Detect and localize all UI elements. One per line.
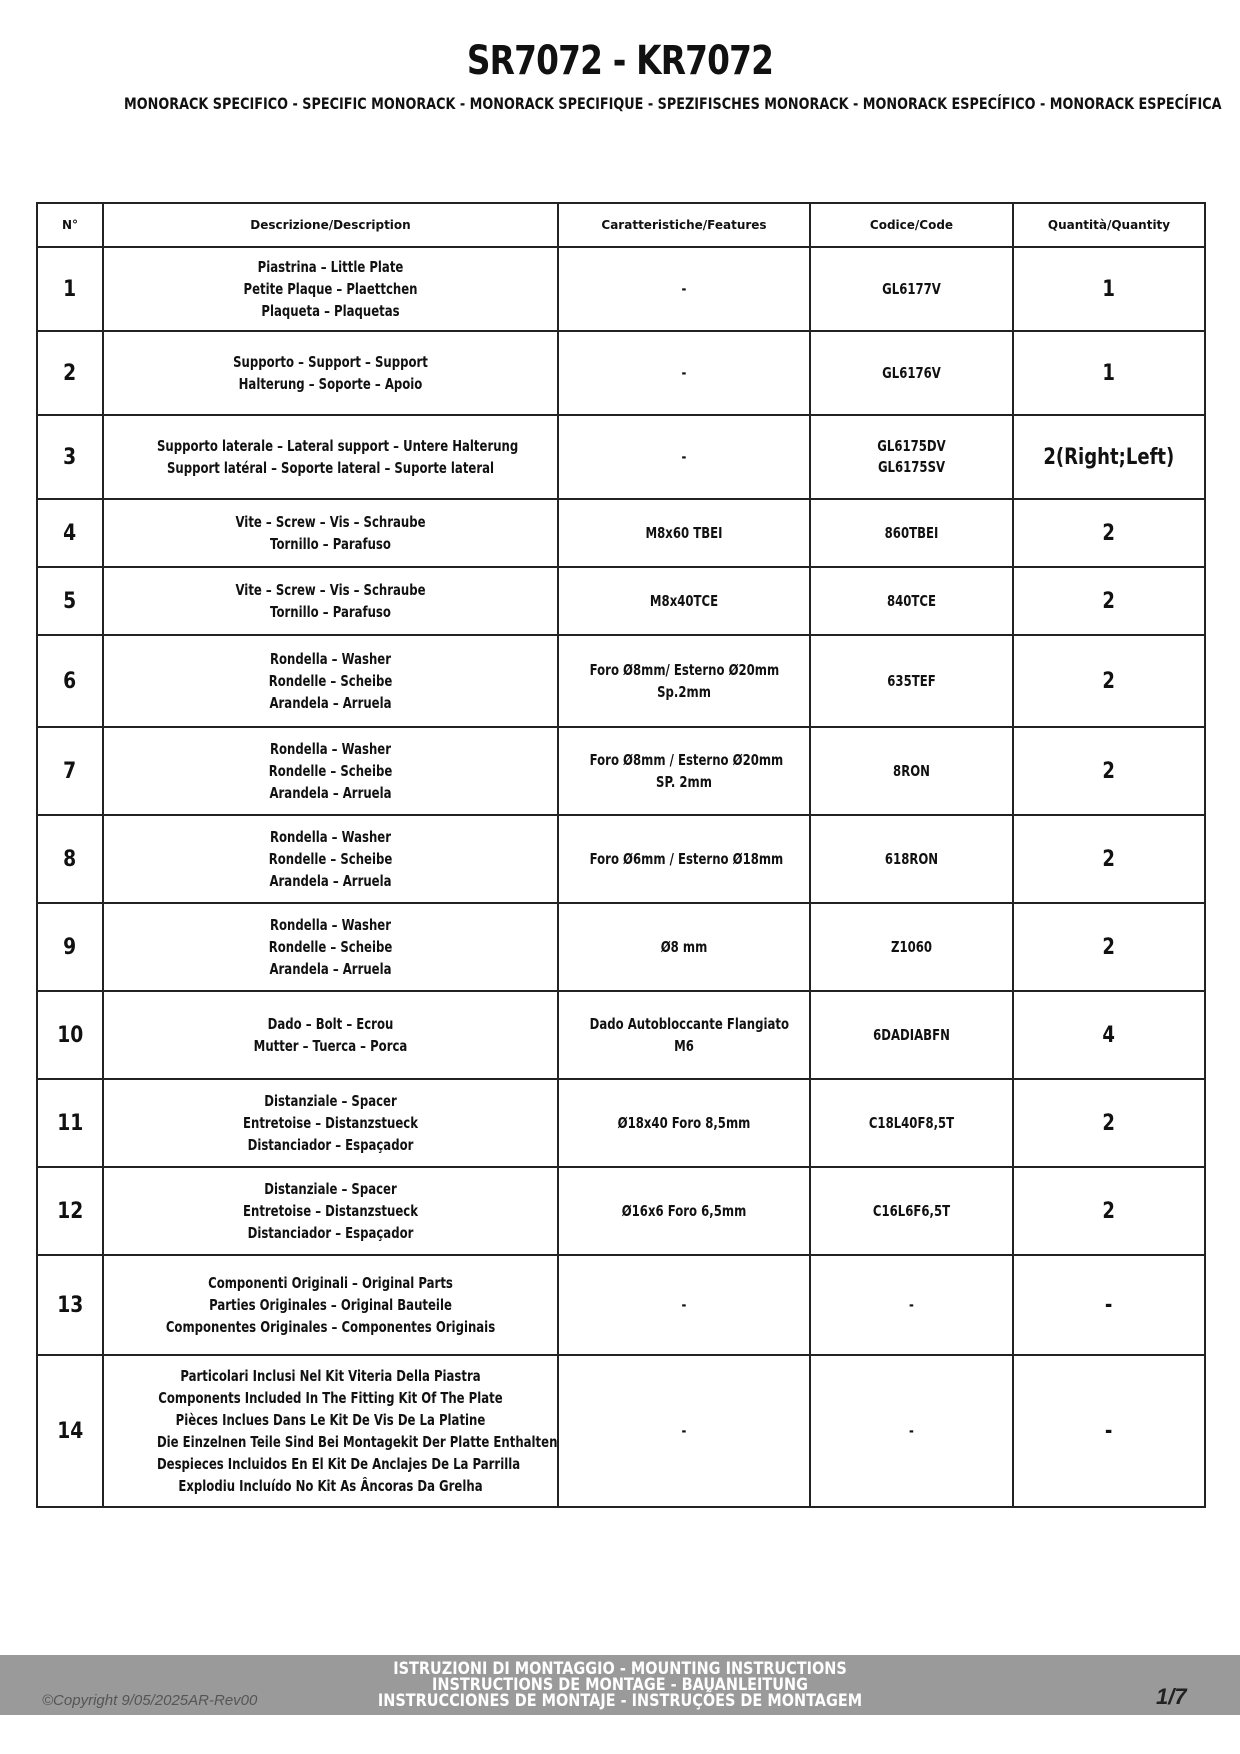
code-cell xyxy=(810,499,1013,567)
description-cell xyxy=(103,331,558,415)
features-line: M6 xyxy=(674,1037,694,1055)
quantity-cell xyxy=(1013,499,1205,567)
description-line: Petite Plaque – Plaettchen xyxy=(243,280,418,298)
table-row xyxy=(37,567,1205,635)
copyright-text: ©Copyright 9/05/2025AR-Rev00 xyxy=(42,1692,258,1709)
features-cell xyxy=(558,903,810,991)
features-cell xyxy=(558,567,810,635)
features-line: SP. 2mm xyxy=(656,773,712,791)
quantity-value: 2 xyxy=(1102,1198,1116,1224)
features-line: Foro Ø8mm/ Esterno Ø20mm xyxy=(589,661,780,679)
features-cell xyxy=(558,815,810,903)
page-subtitle: MONORACK SPECIFICO - SPECIFIC MONORACK - MONORACK SPECIFIQUE - SPEZIFISCHES MONORACK - MONORACK ESPECÍFICO - MONORACK ESPECÍFICA xyxy=(124,94,1222,113)
quantity-value: 1 xyxy=(1102,360,1116,386)
item-number-cell xyxy=(37,903,103,991)
column-header-features: Caratteristiche/Features xyxy=(558,203,810,247)
footer-line: INSTRUCCIONES DE MONTAJE - INSTRUÇÕES DE MONTAGEM xyxy=(377,1691,863,1711)
code-cell xyxy=(810,903,1013,991)
item-number-cell xyxy=(37,1255,103,1355)
code-line: C18L40F8,5T xyxy=(868,1113,955,1132)
code-line: GL6176V xyxy=(882,363,941,382)
footer-line: INSTRUCTIONS DE MONTAGE - BAUANLEITUNG xyxy=(432,1675,808,1695)
code-cell xyxy=(810,331,1013,415)
code-cell xyxy=(810,1079,1013,1167)
item-number-cell xyxy=(37,499,103,567)
features-cell xyxy=(558,331,810,415)
item-number: 2 xyxy=(63,360,77,386)
description-line: Distanziale – Spacer xyxy=(264,1092,397,1110)
description-line: Support latéral – Soporte lateral – Suporte lateral xyxy=(166,459,495,477)
table-row xyxy=(37,1355,1205,1507)
quantity-value: 2 xyxy=(1102,520,1116,546)
description-line: Distanciador – Espaçador xyxy=(247,1136,414,1154)
features-line: - xyxy=(681,280,687,298)
description-line: Particolari Inclusi Nel Kit Viteria Della Piastra xyxy=(180,1367,481,1385)
code-line: 860TBEI xyxy=(884,523,939,542)
code-line: 8RON xyxy=(893,761,930,780)
item-number: 4 xyxy=(63,520,77,546)
item-number-cell xyxy=(37,415,103,499)
description-cell xyxy=(103,903,558,991)
code-line: GL6177V xyxy=(882,279,941,298)
item-number: 9 xyxy=(63,934,77,960)
item-number-cell xyxy=(37,635,103,727)
quantity-cell xyxy=(1013,991,1205,1079)
description-line: Tornillo – Parafuso xyxy=(270,603,391,621)
code-cell xyxy=(810,415,1013,499)
description-line: Rondelle – Scheibe xyxy=(268,938,393,956)
features-line: - xyxy=(681,1422,687,1440)
description-cell xyxy=(103,1255,558,1355)
quantity-value: 2 xyxy=(1102,934,1116,960)
features-cell xyxy=(558,1167,810,1255)
description-cell xyxy=(103,1079,558,1167)
quantity-value: 2 xyxy=(1102,1110,1116,1136)
code-line: 618RON xyxy=(884,849,939,868)
code-cell xyxy=(810,567,1013,635)
quantity-cell xyxy=(1013,1355,1205,1507)
description-line: Die Einzelnen Teile Sind Bei Montagekit Der Platte Enthalten xyxy=(156,1433,558,1451)
features-line: Ø18x40 Foro 8,5mm xyxy=(617,1114,751,1132)
code-line: Z1060 xyxy=(890,937,933,956)
description-cell xyxy=(103,727,558,815)
features-cell xyxy=(558,1255,810,1355)
description-cell xyxy=(103,415,558,499)
table-row xyxy=(37,991,1205,1079)
quantity-value: 2(Right;Left) xyxy=(1043,444,1175,470)
column-header-code: Codice/Code xyxy=(810,203,1013,247)
item-number-cell xyxy=(37,331,103,415)
description-line: Explodiu Incluído No Kit As Âncoras Da Grelha xyxy=(178,1477,483,1495)
table-row xyxy=(37,415,1205,499)
table-row xyxy=(37,247,1205,331)
item-number: 14 xyxy=(56,1418,84,1444)
description-line: Pièces Inclues Dans Le Kit De Vis De La Platine xyxy=(175,1411,486,1429)
table-row xyxy=(37,903,1205,991)
description-line: Parties Originales – Original Bauteile xyxy=(209,1296,452,1314)
quantity-cell xyxy=(1013,635,1205,727)
description-line: Rondelle – Scheibe xyxy=(268,762,393,780)
description-line: Components Included In The Fitting Kit Of The Plate xyxy=(158,1389,503,1407)
quantity-cell xyxy=(1013,903,1205,991)
code-line: 840TCE xyxy=(887,591,936,610)
code-cell xyxy=(810,1255,1013,1355)
quantity-cell xyxy=(1013,1079,1205,1167)
features-cell xyxy=(558,499,810,567)
description-line: Piastrina – Little Plate xyxy=(257,258,404,276)
item-number: 1 xyxy=(63,276,77,302)
quantity-value: 2 xyxy=(1102,668,1116,694)
item-number: 3 xyxy=(63,444,77,470)
code-line: - xyxy=(909,1295,914,1314)
footer-line: ISTRUZIONI DI MONTAGGIO - MOUNTING INSTRUCTIONS xyxy=(393,1659,847,1679)
code-line: GL6175DV xyxy=(877,437,946,455)
page-title: SR7072 - KR7072 xyxy=(466,38,774,84)
quantity-value: 2 xyxy=(1102,758,1116,784)
description-line: Tornillo – Parafuso xyxy=(270,535,391,553)
quantity-cell xyxy=(1013,415,1205,499)
description-line: Distanziale – Spacer xyxy=(264,1180,397,1198)
column-header-number: N° xyxy=(37,203,103,247)
item-number: 12 xyxy=(56,1198,84,1224)
table-row xyxy=(37,815,1205,903)
code-cell xyxy=(810,991,1013,1079)
features-cell xyxy=(558,1079,810,1167)
code-line: - xyxy=(909,1421,914,1440)
quantity-value: 2 xyxy=(1102,846,1116,872)
description-cell xyxy=(103,815,558,903)
description-line: Entretoise – Distanzstueck xyxy=(242,1202,419,1220)
features-line: Foro Ø8mm / Esterno Ø20mm xyxy=(589,751,784,769)
features-line: - xyxy=(681,1296,687,1314)
description-line: Arandela – Arruela xyxy=(269,694,392,712)
table-row xyxy=(37,1255,1205,1355)
description-line: Rondella – Washer xyxy=(270,916,391,934)
description-line: Componenti Originali – Original Parts xyxy=(208,1274,453,1292)
code-line: C16L6F6,5T xyxy=(872,1201,951,1220)
table-row xyxy=(37,1167,1205,1255)
features-cell xyxy=(558,415,810,499)
table-row xyxy=(37,635,1205,727)
parts-table-body xyxy=(37,247,1205,1507)
features-line: Foro Ø6mm / Esterno Ø18mm xyxy=(589,850,784,868)
code-cell xyxy=(810,1167,1013,1255)
quantity-value: 4 xyxy=(1102,1022,1116,1048)
quantity-cell xyxy=(1013,1167,1205,1255)
description-line: Rondelle – Scheibe xyxy=(268,672,393,690)
quantity-cell xyxy=(1013,1255,1205,1355)
code-line: 635TEF xyxy=(887,671,936,690)
description-line: Rondelle – Scheibe xyxy=(268,850,393,868)
description-line: Halterung – Soporte – Apoio xyxy=(238,375,423,393)
description-line: Rondella – Washer xyxy=(270,650,391,668)
features-line: M8x40TCE xyxy=(649,592,719,610)
item-number: 6 xyxy=(63,668,77,694)
description-line: Supporto – Support – Support xyxy=(233,353,428,371)
description-cell xyxy=(103,991,558,1079)
table-row xyxy=(37,1079,1205,1167)
item-number: 13 xyxy=(56,1292,84,1318)
code-cell xyxy=(810,635,1013,727)
features-line: Sp.2mm xyxy=(657,683,711,701)
description-line: Componentes Originales – Componentes Originais xyxy=(165,1318,496,1336)
description-line: Vite – Screw – Vis – Schraube xyxy=(235,581,426,599)
features-line: Ø8 mm xyxy=(660,938,708,956)
quantity-value: 1 xyxy=(1102,276,1116,302)
description-cell xyxy=(103,247,558,331)
quantity-value: 2 xyxy=(1102,588,1116,614)
quantity-cell xyxy=(1013,331,1205,415)
item-number-cell xyxy=(37,727,103,815)
description-line: Despieces Incluidos En El Kit De Anclajes De La Parrilla xyxy=(156,1455,521,1473)
description-line: Arandela – Arruela xyxy=(269,960,392,978)
column-header-description: Descrizione/Description xyxy=(103,203,558,247)
features-cell xyxy=(558,247,810,331)
description-line: Mutter – Tuerca – Porca xyxy=(253,1037,408,1055)
parts-table xyxy=(36,202,1206,1508)
features-line: Ø16x6 Foro 6,5mm xyxy=(621,1202,747,1220)
code-cell xyxy=(810,247,1013,331)
quantity-value: - xyxy=(1105,1292,1113,1318)
item-number: 7 xyxy=(63,758,77,784)
table-header-row xyxy=(37,203,1205,247)
code-line: 6DADIABFN xyxy=(873,1025,950,1044)
code-cell xyxy=(810,1355,1013,1507)
table-row xyxy=(37,727,1205,815)
description-cell xyxy=(103,1167,558,1255)
description-line: Entretoise – Distanzstueck xyxy=(242,1114,419,1132)
quantity-cell xyxy=(1013,815,1205,903)
item-number: 11 xyxy=(56,1110,84,1136)
features-cell xyxy=(558,1355,810,1507)
description-line: Arandela – Arruela xyxy=(269,784,392,802)
item-number-cell xyxy=(37,1167,103,1255)
description-line: Rondella – Washer xyxy=(270,740,391,758)
description-cell xyxy=(103,499,558,567)
quantity-value: - xyxy=(1105,1418,1113,1444)
item-number: 10 xyxy=(56,1022,84,1048)
page-number: 1/7 xyxy=(1156,1684,1187,1709)
description-line: Distanciador – Espaçador xyxy=(247,1224,414,1242)
quantity-cell xyxy=(1013,567,1205,635)
description-line: Vite – Screw – Vis – Schraube xyxy=(235,513,426,531)
item-number: 8 xyxy=(63,846,77,872)
features-cell xyxy=(558,635,810,727)
description-cell xyxy=(103,567,558,635)
code-cell xyxy=(810,727,1013,815)
features-cell xyxy=(558,727,810,815)
quantity-cell xyxy=(1013,727,1205,815)
description-line: Plaqueta – Plaquetas xyxy=(261,302,400,320)
features-line: Dado Autobloccante Flangiato xyxy=(589,1015,789,1033)
item-number-cell xyxy=(37,1355,103,1507)
description-line: Supporto laterale – Lateral support – Untere Halterung xyxy=(156,437,519,455)
description-line: Arandela – Arruela xyxy=(269,872,392,890)
item-number-cell xyxy=(37,1079,103,1167)
features-line: M8x60 TBEI xyxy=(645,524,723,542)
description-cell xyxy=(103,635,558,727)
column-header-quantity: Quantità/Quantity xyxy=(1013,203,1205,247)
item-number-cell xyxy=(37,991,103,1079)
table-row xyxy=(37,331,1205,415)
item-number-cell xyxy=(37,567,103,635)
description-line: Rondella – Washer xyxy=(270,828,391,846)
item-number-cell xyxy=(37,247,103,331)
description-cell xyxy=(103,1355,558,1507)
features-line: - xyxy=(681,364,687,382)
features-cell xyxy=(558,991,810,1079)
features-line: - xyxy=(681,448,687,466)
table-row xyxy=(37,499,1205,567)
quantity-cell xyxy=(1013,247,1205,331)
item-number: 5 xyxy=(63,588,77,614)
item-number-cell xyxy=(37,815,103,903)
code-line: GL6175SV xyxy=(877,458,946,476)
code-cell xyxy=(810,815,1013,903)
description-line: Dado – Bolt – Ecrou xyxy=(267,1015,394,1033)
